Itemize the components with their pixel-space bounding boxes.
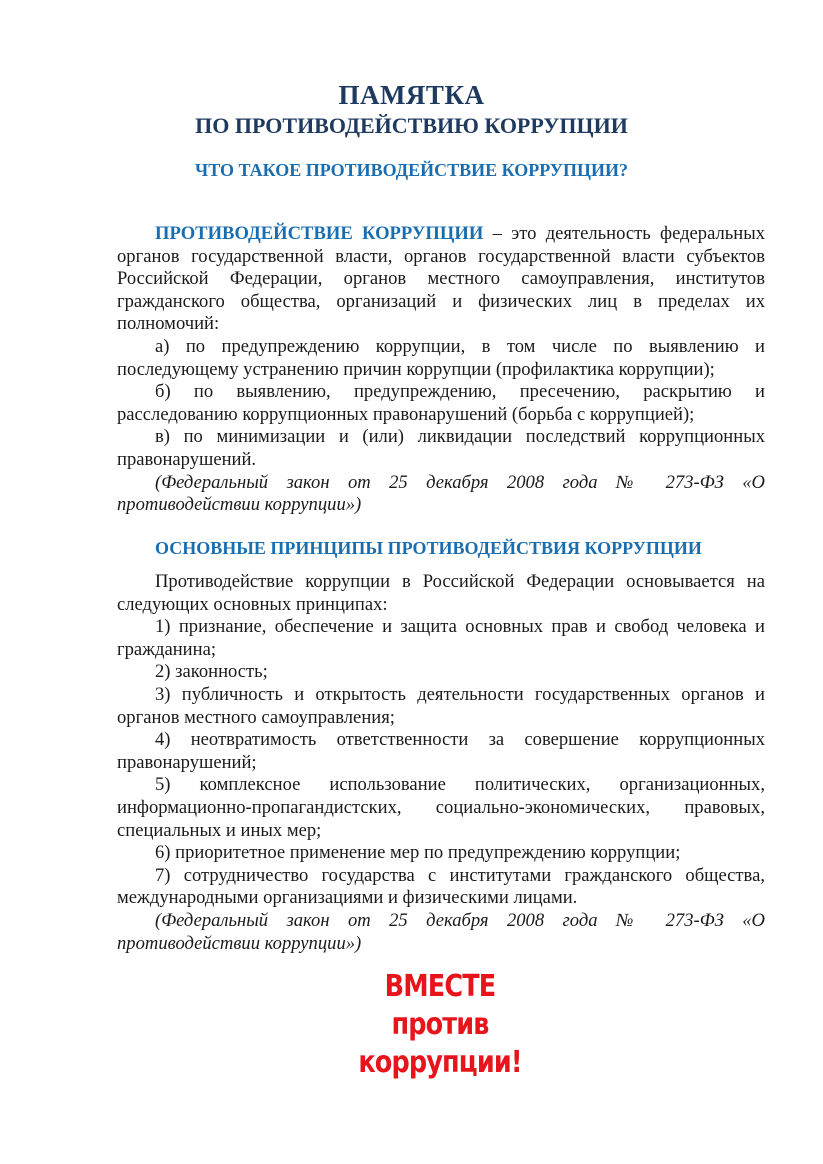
definition-source: (Федеральный закон от 25 декабря 2008 года № 273-ФЗ «О противодействии коррупции») — [117, 471, 765, 516]
principles-source: (Федеральный закон от 25 декабря 2008 года № 273-ФЗ «О противодействии коррупции») — [117, 909, 765, 954]
principles-section — [117, 571, 765, 955]
slogan-banner — [355, 968, 525, 1082]
page-title: ПАМЯТКА — [338, 80, 485, 110]
defined-term: ПРОТИВОДЕЙСТВИЕ КОРРУПЦИИ — [155, 223, 484, 244]
page-subtitle: ПО ПРОТИВОДЕЙСТВИЮ КОРРУПЦИИ — [195, 113, 628, 138]
principle-item: 7) сотрудничество государства с институтами гражданского общества, международными организациями и физическими лицами. — [117, 864, 765, 909]
definition-item-v: в) по минимизации и (или) ликвидации последствий коррупционных правонарушений. — [117, 426, 765, 470]
definition-item-b: б) по выявлению, предупреждению, пресечению, раскрытию и расследованию коррупционных правонарушений (борьба с коррупцией); — [117, 381, 765, 425]
definition-paragraph — [117, 223, 765, 336]
slogan-line: против — [391, 1007, 489, 1042]
principle-item: 2) законность; — [155, 661, 268, 683]
section-question-heading: ЧТО ТАКОЕ ПРОТИВОДЕЙСТВИЕ КОРРУПЦИИ? — [195, 160, 628, 180]
principle-item: 6) приоритетное применение мер по предупреждению коррупции; — [155, 842, 681, 864]
definition-section — [117, 223, 765, 517]
definition-item-a: а) по предупреждению коррупции, в том числе по выявлению и последующему устранению причин коррупции (профилактика коррупции); — [117, 335, 765, 380]
slogan-line: коррупции! — [358, 1045, 522, 1080]
principle-item: 5) комплексное использование политических, организационных, информационно-пропагандистских, социально-экономических, правовых, специальных и иных мер; — [117, 774, 765, 841]
definition-text: – это деятельность федеральных органов государственной власти, органов государственной власти субъектов Российской Федерации, органов местного самоуправления, институтов гражданского общества, организаций и физических лиц в пределах их полномочий: — [117, 223, 765, 335]
principles-heading: ОСНОВНЫЕ ПРИНЦИПЫ ПРОТИВОДЕЙСТВИЯ КОРРУПЦИИ — [155, 538, 702, 558]
principle-item: 1) признание, обеспечение и защита основных прав и свобод человека и гражданина; — [117, 616, 765, 660]
principle-item: 4) неотвратимость ответственности за совершение коррупционных правонарушений; — [117, 729, 765, 773]
principle-item: 3) публичность и открытость деятельности государственных органов и органов местного самоуправления; — [117, 683, 765, 728]
slogan-line: ВМЕСТЕ — [384, 969, 496, 1004]
principles-intro: Противодействие коррупции в Российской Федерации основывается на следующих основных принципах: — [117, 571, 765, 615]
